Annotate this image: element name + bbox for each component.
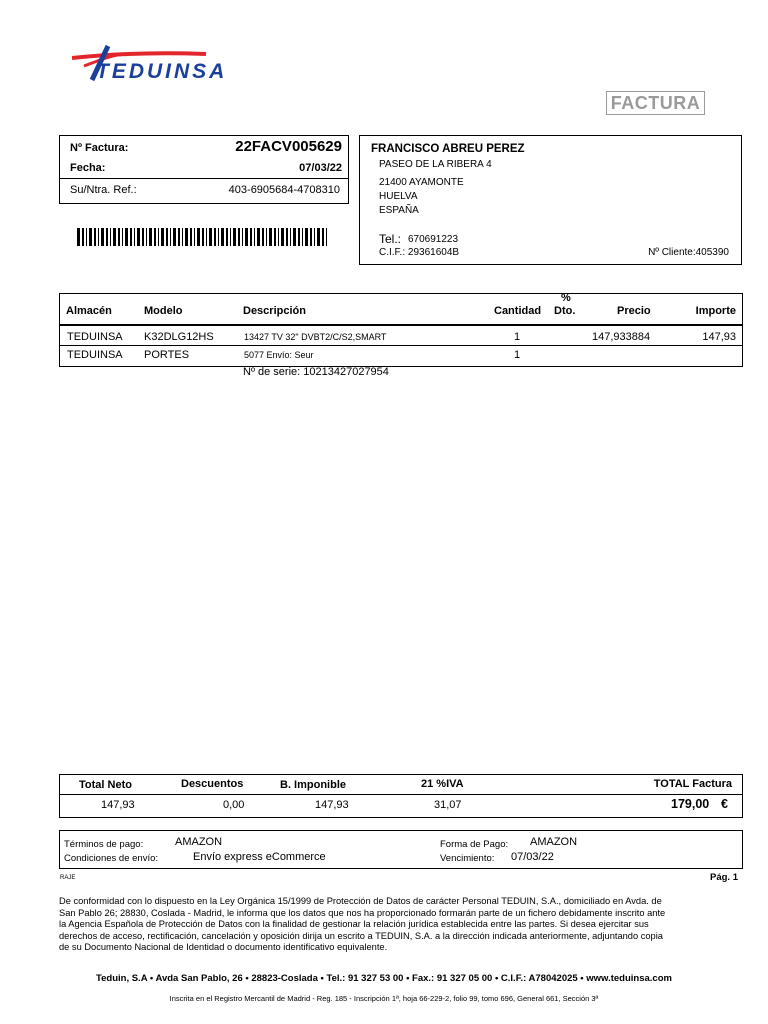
- payment-box: [59, 830, 743, 869]
- row2-cantidad: 1: [514, 349, 521, 361]
- row2-modelo: PORTES: [144, 349, 190, 361]
- iva-value: 31,07: [434, 799, 462, 811]
- barcode-bar: [106, 228, 108, 246]
- totals-box: [59, 774, 743, 818]
- barcode-bar: [149, 228, 152, 246]
- barcode-bar: [94, 228, 96, 246]
- barcode-bar: [170, 228, 171, 246]
- barcode-bar: [197, 228, 200, 246]
- invoice-date: 07/03/22: [299, 162, 342, 174]
- total-factura-label: TOTAL Factura: [653, 778, 732, 790]
- descuentos-label: Descuentos: [181, 778, 244, 790]
- barcode-bar: [110, 228, 111, 246]
- barcode-bar: [86, 228, 87, 246]
- row1-precio: 147,933884: [592, 331, 651, 343]
- row1-almacen: TEDUINSA: [67, 331, 123, 343]
- legal-line: San Pablo 26; 28830, Coslada - Madrid, le informa que los datos que nos ha proporcionado formarán parte de un fichero debidamente inscrito ante: [59, 907, 666, 918]
- due-value: 07/03/22: [511, 851, 554, 863]
- header-almacen: Almacén: [66, 305, 112, 317]
- invoice-number-label: Nº Factura:: [70, 142, 129, 154]
- barcode-bar: [305, 228, 308, 246]
- barcode-bar: [298, 228, 300, 246]
- barcode-bar: [202, 228, 204, 246]
- barcode-bar: [230, 228, 231, 246]
- legal-line: derechos de acceso, rectificación, cancelación y oposición dirija un escrito a TEDUIN, S.A. a la dirección indicada anteriormente, adjuntando copia: [59, 930, 663, 941]
- row1-modelo: K32DLG12HS: [144, 331, 214, 343]
- barcode-bar: [214, 228, 216, 246]
- customer-box: [359, 135, 742, 265]
- logo-text: TEDUINSA: [96, 60, 228, 83]
- barcode-bar: [317, 228, 320, 246]
- barcode-bar: [166, 228, 168, 246]
- row1-cantidad: 1: [514, 331, 521, 343]
- barcode-bar: [122, 228, 123, 246]
- barcode-bar: [266, 228, 267, 246]
- row2-almacen: TEDUINSA: [67, 349, 123, 361]
- header-cantidad: Cantidad: [494, 305, 542, 317]
- total-value: 179,00: [671, 797, 710, 811]
- barcode: [77, 228, 331, 246]
- payment-method-value: AMAZON: [530, 836, 578, 848]
- client-number: Nº Cliente:405390: [648, 247, 729, 258]
- header-precio: Precio: [617, 305, 651, 317]
- barcode-bar: [89, 228, 92, 246]
- barcode-bar: [113, 228, 116, 246]
- registry-info: Inscrita en el Registro Mercantil de Madrid - Reg. 185 - Inscripción 1ª, hoja 66-229-2, folio 99, tomo 696, General 661, Sección 3ª: [169, 994, 599, 1003]
- barcode-bar: [286, 228, 288, 246]
- due-label: Vencimiento:: [440, 853, 495, 864]
- legal-line: De conformidad con lo dispuesto en la Ley Orgánica 15/1999 de Protección de Datos de carácter Personal TEDUIN, S.A., domiciliado en Avda. de: [59, 896, 662, 906]
- barcode-bar: [82, 228, 84, 246]
- items-table: [59, 293, 743, 367]
- barcode-bar: [209, 228, 212, 246]
- descuentos-value: 0,00: [223, 799, 245, 811]
- invoice-number: 22FACV005629: [235, 138, 342, 155]
- total-neto-value: 147,93: [101, 799, 135, 811]
- row1-importe: 147,93: [702, 331, 736, 343]
- barcode-bar: [257, 228, 260, 246]
- header-dto: Dto.: [554, 305, 576, 317]
- date-label: Fecha:: [70, 162, 106, 174]
- barcode-bar: [77, 228, 80, 246]
- terms-label: Términos de pago:: [64, 839, 144, 850]
- barcode-bar: [154, 228, 156, 246]
- barcode-bar: [233, 228, 236, 246]
- header-descripcion: Descripción: [243, 305, 306, 317]
- row1-descripcion: 13427 TV 32" DVBT2/C/S2,SMART: [244, 332, 387, 342]
- barcode-bar: [238, 228, 240, 246]
- currency-symbol: €: [721, 797, 728, 811]
- barcode-bar: [322, 228, 324, 246]
- barcode-bar: [173, 228, 176, 246]
- barcode-bar: [242, 228, 243, 246]
- barcode-bar: [101, 228, 104, 246]
- barcode-bar: [278, 228, 279, 246]
- terms-value: AMAZON: [175, 836, 223, 848]
- barcode-bar: [185, 228, 188, 246]
- barcode-bar: [161, 228, 164, 246]
- user-code: RAJE: [60, 875, 76, 881]
- ref-label: Su/Ntra. Ref.:: [70, 184, 137, 196]
- barcode-bar: [281, 228, 284, 246]
- barcode-bar: [293, 228, 296, 246]
- barcode-bar: [206, 228, 207, 246]
- legal-line: de su Documento Nacional de Identidad o documento identificativo equivalente.: [59, 942, 388, 952]
- barcode-bar: [137, 228, 140, 246]
- conditions-value: Envío express eCommerce: [193, 851, 326, 863]
- base-label: B. Imponible: [280, 779, 346, 791]
- barcode-bar: [226, 228, 228, 246]
- serial-number: Nº de serie: 10213427027954: [243, 366, 389, 378]
- barcode-bar: [221, 228, 224, 246]
- barcode-bar: [178, 228, 180, 246]
- page-number: Pág. 1: [710, 872, 738, 883]
- row2-descripcion: 5077 Envío: Seur: [244, 350, 314, 360]
- customer-postal-city: 21400 AYAMONTE: [379, 177, 464, 188]
- barcode-bar: [182, 228, 183, 246]
- customer-cif: C.I.F.: 29361604B: [379, 247, 460, 258]
- header-importe: Importe: [695, 305, 736, 317]
- document-title: FACTURA: [606, 91, 705, 115]
- header-dto-pct: %: [561, 292, 571, 304]
- base-value: 147,93: [315, 799, 349, 811]
- legal-notice: [59, 896, 744, 954]
- barcode-bar: [302, 228, 303, 246]
- barcode-bar: [290, 228, 291, 246]
- customer-province: HUELVA: [379, 191, 418, 202]
- company-info: Teduin, S.A • Avda San Pablo, 26 • 28823-Coslada • Tel.: 91 327 53 00 • Fax.: 91 327 05 00 • C.I.F.: A78042025 • www.teduinsa.com: [96, 973, 672, 984]
- barcode-bar: [158, 228, 159, 246]
- barcode-bar: [125, 228, 128, 246]
- legal-line: la Agencia Española de Protección de Datos con la finalidad de gestionar la relación jurídica establecida entre las partes. Si desea ejercitar sus: [59, 919, 649, 929]
- customer-phone: 670691223: [408, 234, 459, 245]
- header-modelo: Modelo: [144, 305, 183, 317]
- barcode-bar: [254, 228, 255, 246]
- barcode-bar: [194, 228, 195, 246]
- barcode-bar: [250, 228, 252, 246]
- ref-value: 403-6905684-4708310: [228, 184, 340, 196]
- barcode-bar: [274, 228, 276, 246]
- phone-label: Tel.:: [379, 232, 402, 246]
- barcode-bar: [310, 228, 312, 246]
- barcode-bar: [190, 228, 192, 246]
- barcode-bar: [142, 228, 144, 246]
- payment-method-label: Forma de Pago:: [440, 839, 509, 850]
- customer-name: FRANCISCO ABREU PEREZ: [371, 143, 525, 155]
- barcode-bar: [146, 228, 147, 246]
- company-logo: [70, 40, 228, 85]
- barcode-bar: [134, 228, 135, 246]
- barcode-bar: [218, 228, 219, 246]
- conditions-label: Condiciones de envío:: [64, 853, 159, 864]
- barcode-bar: [314, 228, 315, 246]
- customer-country: ESPAÑA: [379, 205, 419, 216]
- barcode-bar: [130, 228, 132, 246]
- barcode-bar: [262, 228, 264, 246]
- customer-address: PASEO DE LA RIBERA 4: [379, 159, 492, 170]
- invoice-info-box: [59, 135, 349, 204]
- barcode-bar: [269, 228, 272, 246]
- total-neto-label: Total Neto: [79, 779, 132, 791]
- barcode-bar: [118, 228, 120, 246]
- barcode-bar: [326, 228, 327, 246]
- iva-label: 21 %IVA: [421, 778, 464, 790]
- barcode-bar: [98, 228, 99, 246]
- barcode-bar: [245, 228, 248, 246]
